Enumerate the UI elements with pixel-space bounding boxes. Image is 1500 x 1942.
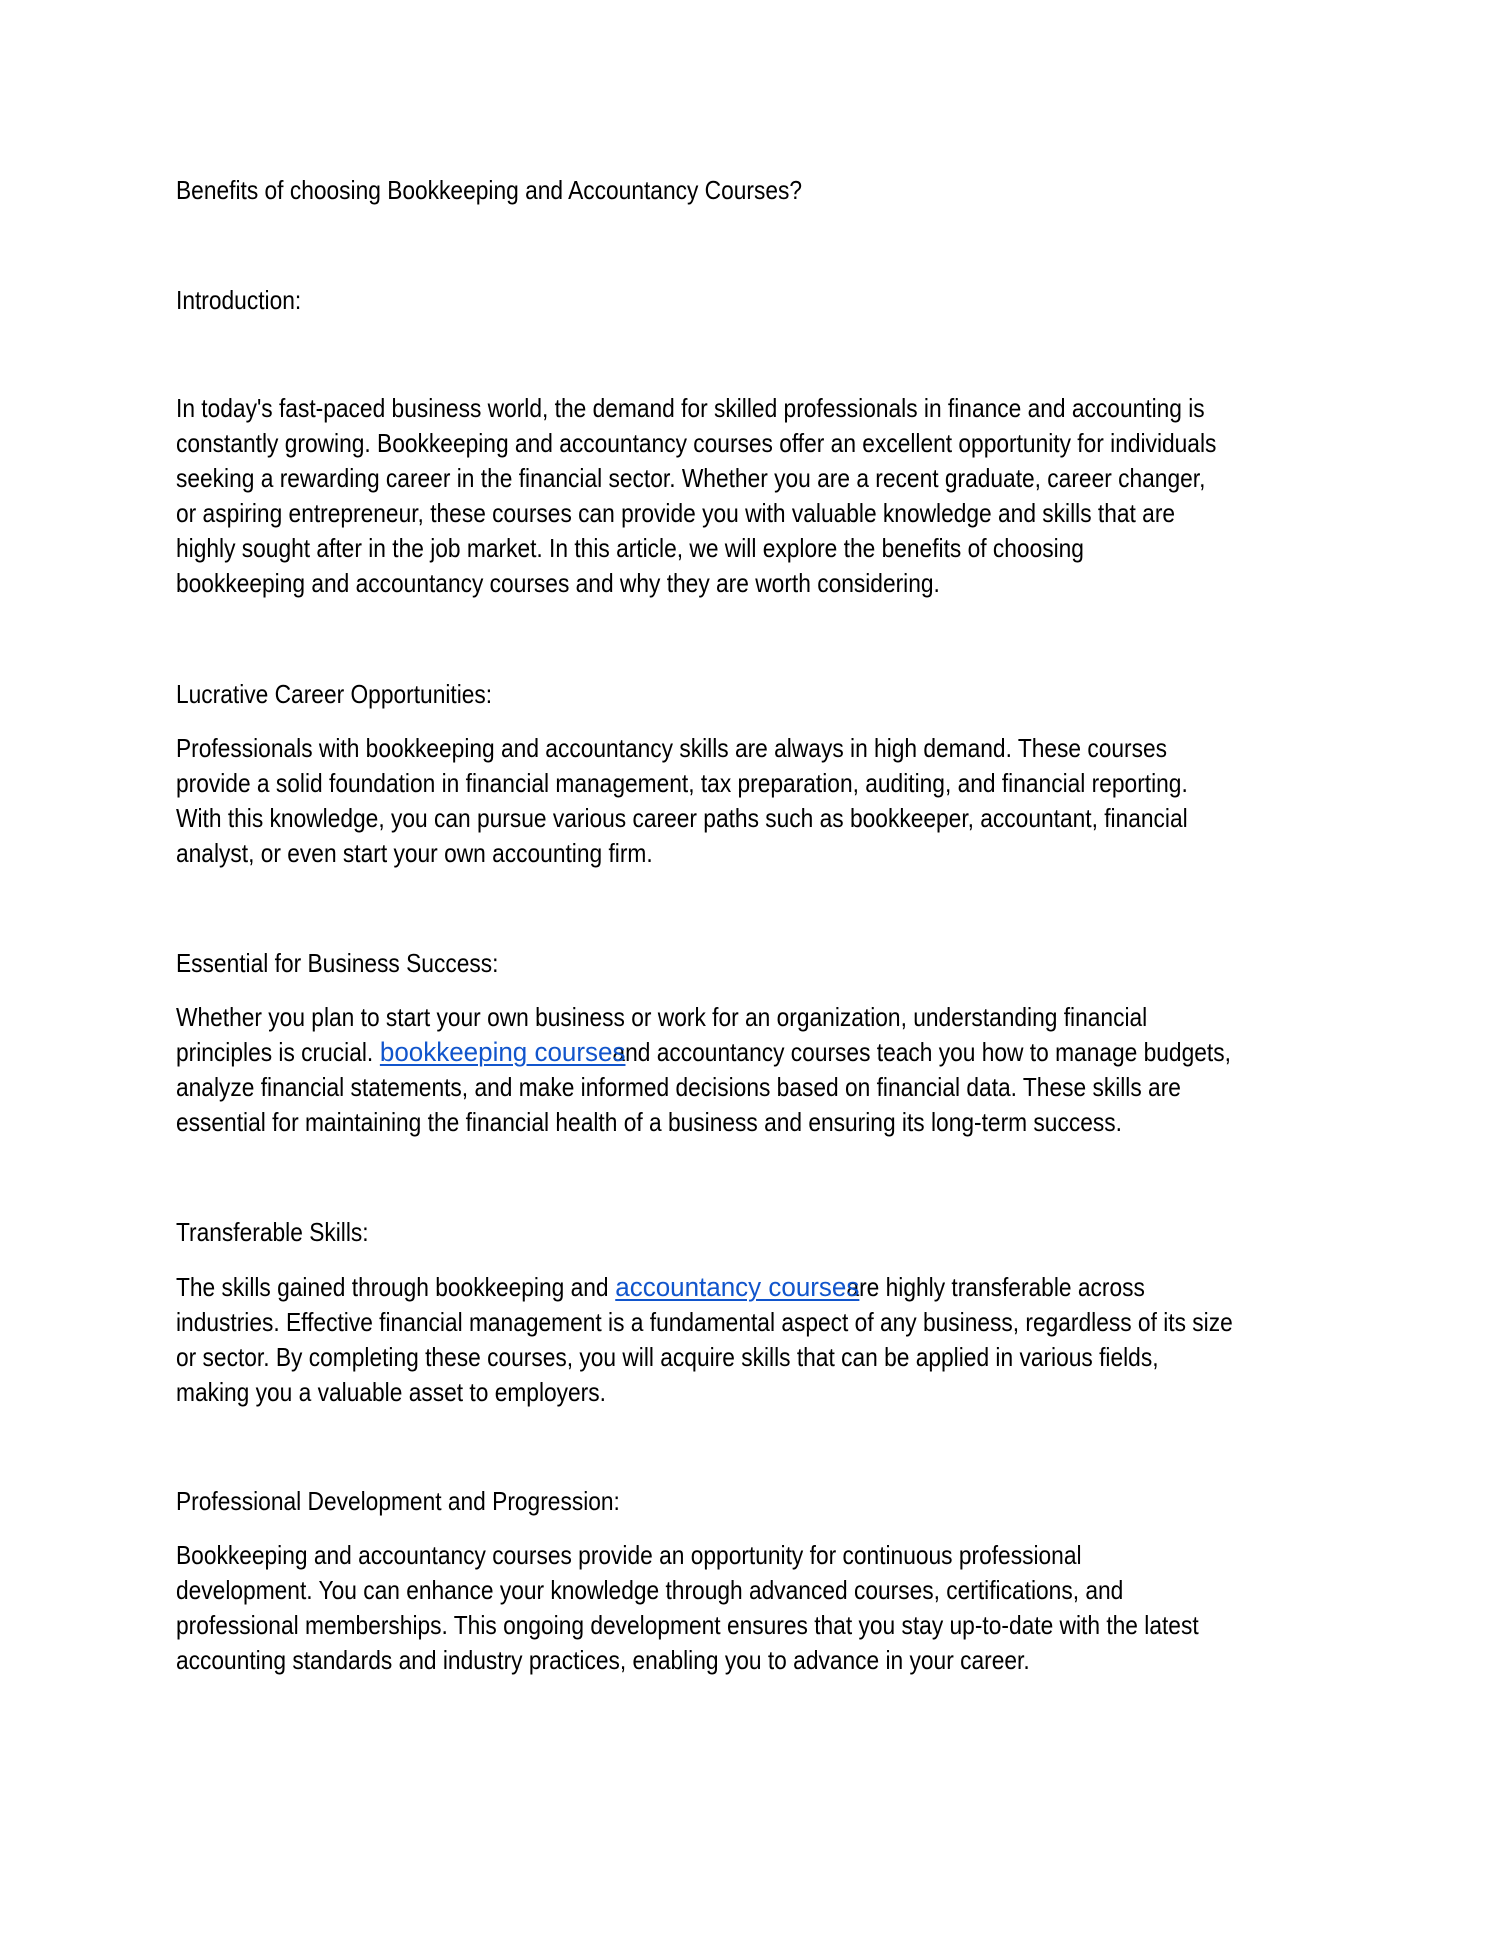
paragraph-line: development. You can enhance your knowledge through advanced courses, certifications, and [176,1575,1124,1605]
paragraph-line: seeking a rewarding career in the financial sector. Whether you are a recent graduate, career changer, [176,463,1206,493]
paragraph-line: bookkeeping and accountancy courses and why they are worth considering. [176,568,940,598]
bookkeeping-courses-link[interactable]: bookkeeping courses [379,1037,626,1067]
paragraph-line-with-link [176,1270,1145,1305]
paragraph-line: essential for maintaining the financial health of a business and ensuring its long-term success. [176,1107,1122,1137]
document-title: Benefits of choosing Bookkeeping and Accountancy Courses? [176,175,803,205]
accountancy-courses-link[interactable]: accountancy courses [614,1272,860,1302]
section-heading-professional-development: Professional Development and Progression: [176,1486,620,1516]
paragraph-line: In today's fast-paced business world, the demand for skilled professionals in finance and accounting is [176,393,1205,423]
paragraph-line: making you a valuable asset to employers. [176,1377,606,1407]
paragraph-line: or aspiring entrepreneur, these courses can provide you with valuable knowledge and skills that are [176,498,1176,528]
paragraph-line: constantly growing. Bookkeeping and accountancy courses offer an excellent opportunity for individuals [176,428,1217,458]
text-after-link: and accountancy courses teach you how to manage budgets, [612,1037,1231,1067]
paragraph-line: Professionals with bookkeeping and accountancy skills are always in high demand. These courses [176,733,1168,763]
paragraph-line: industries. Effective financial management is a fundamental aspect of any business, regardless of its size [176,1307,1233,1337]
paragraph-line: professional memberships. This ongoing development ensures that you stay up-to-date with the latest [176,1610,1199,1640]
text-after-link: are highly transferable across [846,1272,1145,1302]
paragraph-line: Whether you plan to start your own business or work for an organization, understanding financial [176,1002,1148,1032]
paragraph-line: Bookkeeping and accountancy courses provide an opportunity for continuous professional [176,1540,1082,1570]
paragraph-line: analyze financial statements, and make informed decisions based on financial data. These skills are [176,1072,1181,1102]
section-heading-business-success: Essential for Business Success: [176,948,499,978]
section-heading-introduction: Introduction: [176,285,302,315]
text-before-link: principles is crucial. [176,1037,380,1067]
paragraph-line: accounting standards and industry practices, enabling you to advance in your career. [176,1645,1030,1675]
paragraph-line: With this knowledge, you can pursue various career paths such as bookkeeper, accountant, financial [176,803,1188,833]
paragraph-line-with-link [176,1035,1231,1070]
paragraph-line: or sector. By completing these courses, you will acquire skills that can be applied in various fields, [176,1342,1159,1372]
paragraph-line: analyst, or even start your own accounting firm. [176,838,653,868]
text-before-link: The skills gained through bookkeeping and [176,1272,615,1302]
section-heading-transferable-skills: Transferable Skills: [176,1217,369,1247]
paragraph-line: highly sought after in the job market. In this article, we will explore the benefits of choosing [176,533,1084,563]
section-heading-lucrative-career: Lucrative Career Opportunities: [176,679,493,709]
paragraph-line: provide a solid foundation in financial management, tax preparation, auditing, and financial reporting. [176,768,1188,798]
